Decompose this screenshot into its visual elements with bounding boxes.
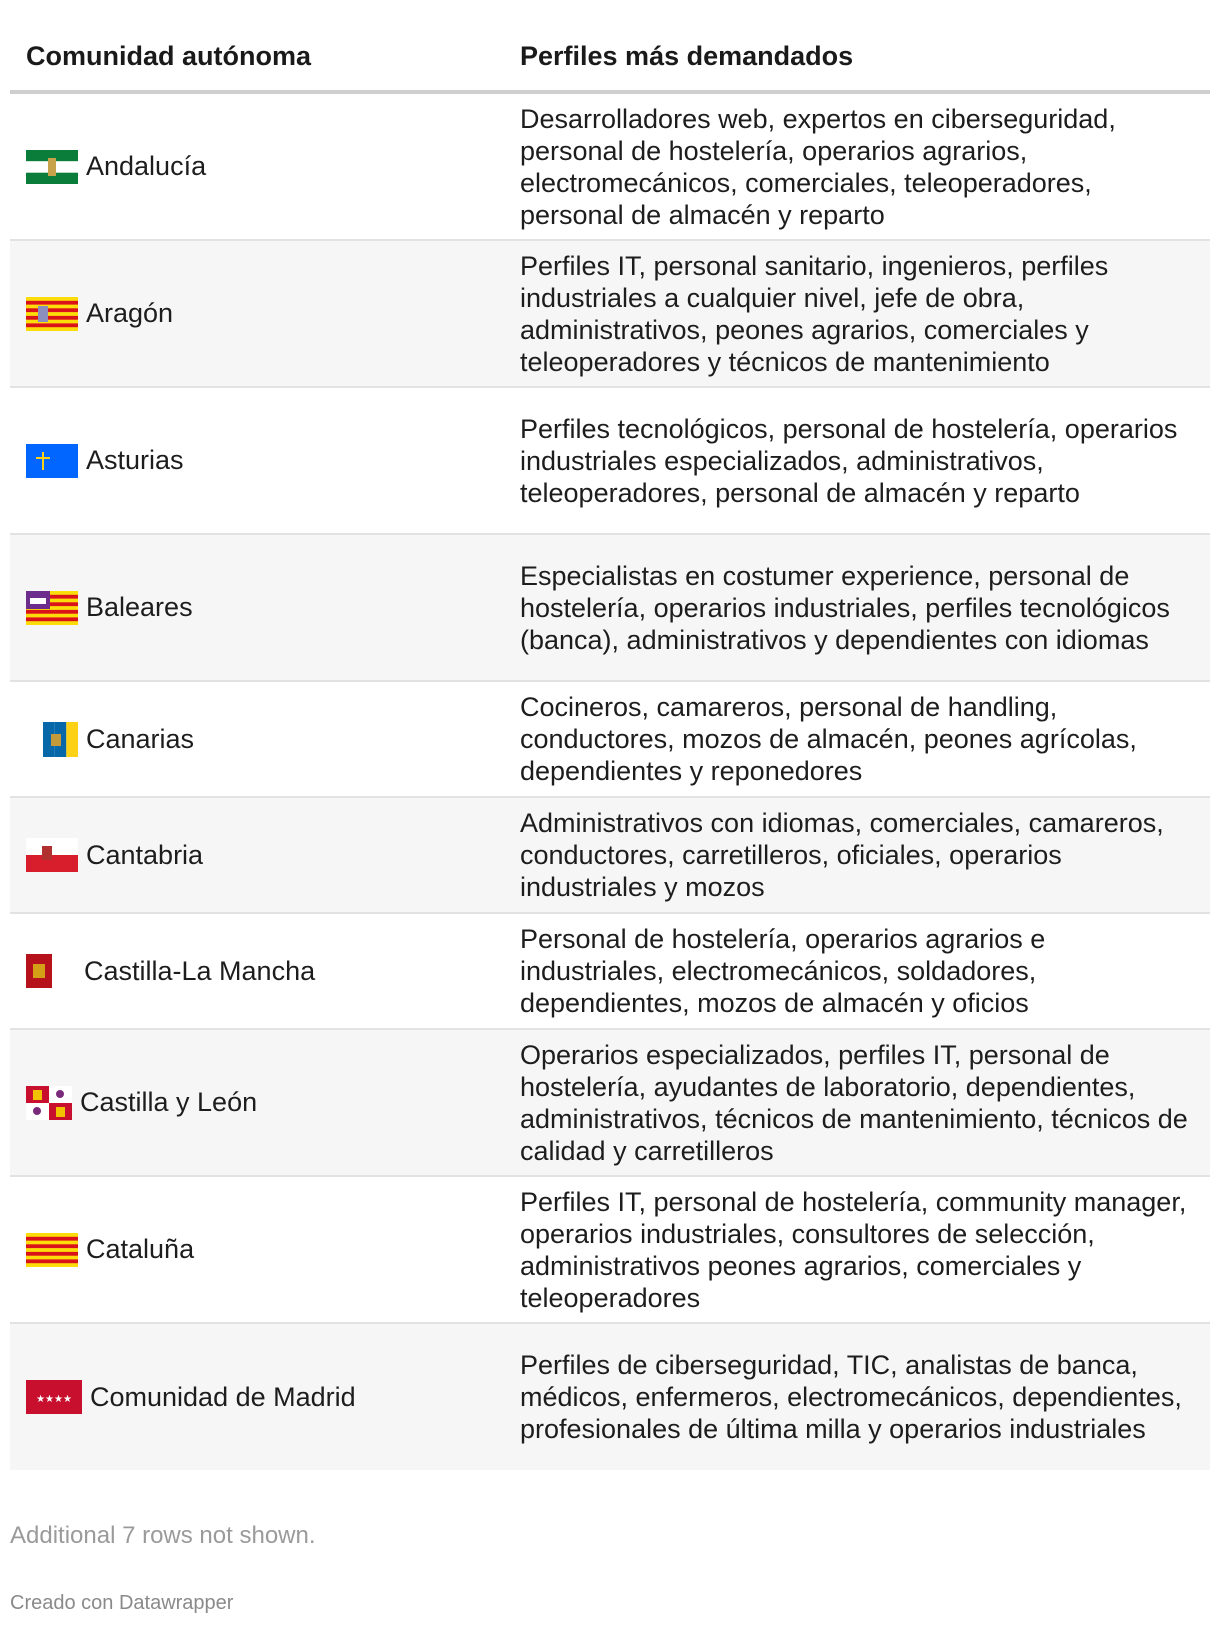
region-name: Canarias [86, 723, 195, 754]
canarias-flag-icon [43, 722, 78, 757]
region-name: Castilla-La Mancha [84, 955, 316, 986]
table-row [10, 1177, 1210, 1324]
table-header [10, 0, 1210, 94]
table-row [10, 682, 1210, 798]
region-name: Aragón [86, 298, 174, 328]
column-header-region: Comunidad autónoma [26, 41, 311, 71]
region-cell [10, 722, 520, 757]
profiles-cell: Administrativos con idiomas, comerciales, camareros, conductores, carretilleros, oficiales, operarios industriales y mozos [520, 808, 1164, 902]
table-row [10, 241, 1210, 388]
baleares-flag-icon [26, 591, 78, 625]
profiles-cell: Personal de hostelería, operarios agrarios e industriales, electromecánicos, soldadores, dependientes, mozos de almacén y oficios [520, 924, 1046, 1018]
profiles-cell: Perfiles IT, personal de hostelería, community manager, operarios industriales, consultores de selección, administrativos peones agrarios, comerciales y teleoperadores [520, 1186, 1187, 1313]
region-cell [10, 1233, 520, 1267]
profiles-cell: Operarios especializados, perfiles IT, personal de hostelería, ayudantes de laboratorio, dependientes, administrativos, técnicos de mantenimiento, técnicos de calidad y carretilleros [520, 1039, 1188, 1166]
table-row [10, 1324, 1210, 1470]
region-cell [10, 444, 520, 478]
table-row [10, 388, 1210, 535]
rows-not-shown-note: Additional 7 rows not shown. [10, 1522, 316, 1549]
region-cell [10, 1380, 520, 1414]
profiles-cell: Perfiles tecnológicos, personal de hostelería, operarios industriales especializados, administrativos, teleoperadores, personal de almacén y reparto [520, 413, 1178, 508]
castilla-la-mancha-flag-icon [26, 954, 52, 988]
table-row [10, 94, 1210, 241]
region-cell [10, 954, 520, 988]
table-row [10, 914, 1210, 1030]
profiles-cell: Perfiles de ciberseguridad, TIC, analistas de banca, médicos, enfermeros, electromecánicos, dependientes, profesionales de última milla y operarios industriales [520, 1350, 1182, 1444]
svg-text:★★★★: ★★★★ [36, 1394, 72, 1405]
cantabria-flag-icon [26, 838, 78, 872]
table-row [10, 535, 1210, 682]
column-header-profiles: Perfiles más demandados [520, 41, 854, 71]
table-row [10, 1030, 1210, 1177]
region-name: Andalucía [86, 151, 207, 181]
andalucia-flag-icon [26, 150, 78, 184]
aragon-flag-icon [26, 297, 78, 331]
data-table [10, 0, 1210, 1470]
region-name: Cataluña [86, 1234, 195, 1264]
castilla-y-leon-flag-icon [26, 1086, 72, 1120]
region-cell [10, 591, 520, 625]
region-cell [10, 1086, 520, 1120]
profiles-cell: Perfiles IT, personal sanitario, ingenieros, perfiles industriales a cualquier nivel, jefe de obra, administrativos, peones agrarios, comerciales y teleoperadores y técnicos de mantenimiento [520, 250, 1109, 377]
region-name: Cantabria [86, 839, 204, 870]
profiles-cell: Desarrolladores web, expertos en ciberseguridad, personal de hostelería, operarios agrarios, electromecánicos, comerciales, teleoperadores, personal de almacén y reparto [520, 103, 1116, 230]
profiles-cell: Especialistas en costumer experience, personal de hostelería, operarios industriales, perfiles tecnológicos (banca), administrativos y dependientes con idiomas [520, 560, 1170, 655]
cataluna-flag-icon [26, 1233, 78, 1267]
region-cell [10, 838, 520, 872]
asturias-flag-icon [26, 444, 78, 478]
region-name: Castilla y León [80, 1087, 258, 1117]
region-name: Asturias [86, 445, 184, 475]
datawrapper-credit-link[interactable]: Creado con Datawrapper [10, 1592, 234, 1614]
table-row [10, 798, 1210, 914]
region-cell [10, 297, 520, 331]
region-name: Baleares [86, 592, 193, 622]
region-name: Comunidad de Madrid [90, 1381, 356, 1412]
madrid-flag-icon [26, 1380, 82, 1414]
region-cell [10, 150, 520, 184]
profiles-cell: Cocineros, camareros, personal de handling, conductores, mozos de almacén, peones agrícolas, dependientes y reponedores [520, 692, 1137, 786]
